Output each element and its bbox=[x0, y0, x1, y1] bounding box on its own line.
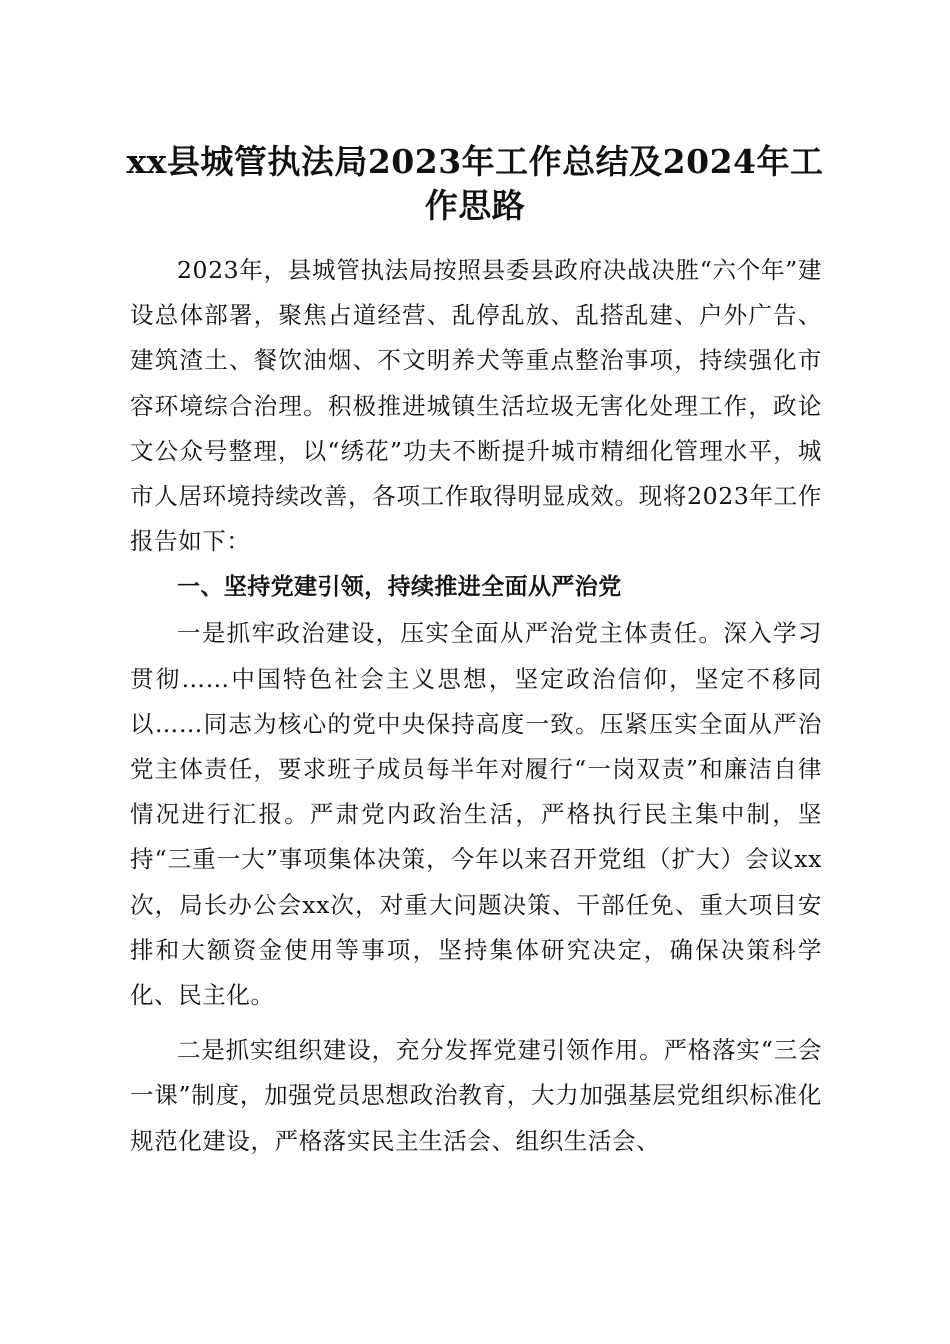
document-title: xx县城管执法局2023年工作总结及2024年工作思路 bbox=[126, 142, 824, 225]
intro-paragraph: 2023年，县城管执法局按照县委县政府决战决胜“六个年”建设总体部署，聚焦占道经营、乱停乱放、乱搭乱建、户外广告、建筑渣土、餐饮油烟、不文明养犬等重点整治事项，持续强化市容环境综合治理。积极推进城镇生活垃圾无害化处理工作，政论文公众号整理，以“绣花”功夫不断提升城市精细化管理水平，城市人居环境持续改善，各项工作取得明显成效。现将2023年工作报告如下： bbox=[130, 256, 822, 556]
section-heading: 一、坚持党建引领，持续推进全面从严治党 bbox=[177, 574, 622, 601]
document-body bbox=[130, 248, 822, 1164]
body-paragraph: 一是抓牢政治建设，压实全面从严治党主体责任。深入学习贯彻……中国特色社会主义思想，坚定政治信仰，坚定不移同以……同志为核心的党中央保持高度一致。压紧压实全面从严治党主体责任，要求班子成员每半年对履行“一岗双责”和廉洁自律情况进行汇报。严肃党内政治生活，严格执行民主集中制，坚持“三重一大”事项集体决策，今年以来召开党组（扩大）会议xx次，局长办公会xx次，对重大问题决策、干部任免、重大项目安排和大额资金使用等事项，坚持集体研究决定，确保决策科学化、民主化。 bbox=[130, 619, 822, 1010]
body-paragraph: 二是抓实组织建设，充分发挥党建引领作用。严格落实“三会一课”制度，加强党员思想政治教育，大力加强基层党组织标准化规范化建设，严格落实民主生活会、组织生活会、 bbox=[130, 1036, 822, 1155]
paragraph-gap bbox=[130, 1018, 822, 1028]
